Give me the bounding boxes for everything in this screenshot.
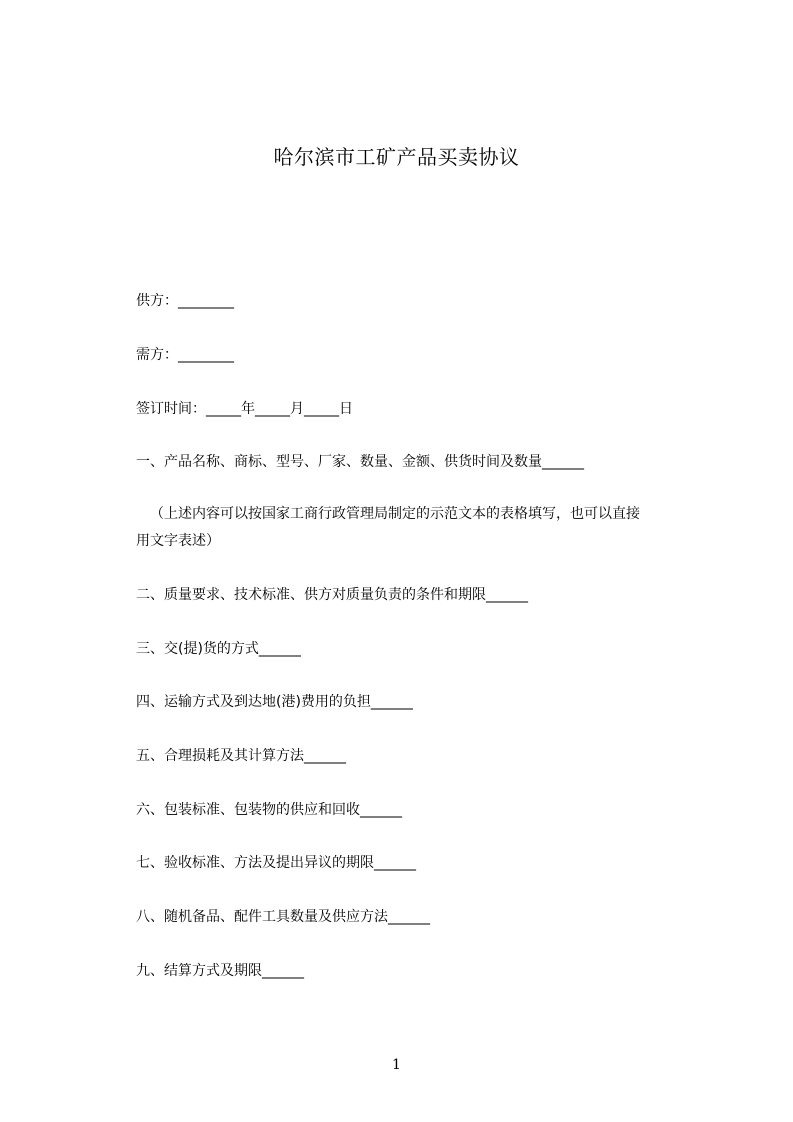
page-number: 1 [392,1057,401,1073]
clause-6: 六、包装标准、包装物的供应和回收______ [136,802,402,818]
clause-5: 五、合理损耗及其计算方法______ [136,748,346,764]
clause-7: 七、验收标准、方法及提出异议的期限______ [136,855,416,871]
clause-1: 一、产品名称、商标、型号、厂家、数量、金额、供货时间及数量______ [136,454,584,470]
note-line-1: （上述内容可以按国家工商行政管理局制定的示范文本的表格填写，也可以直接 [150,506,640,522]
supplier-line: 供方：________ [136,293,234,309]
clause-4: 四、运输方式及到达地(港)费用的负担______ [136,694,413,710]
clause-8: 八、随机备品、配件工具数量及供应方法______ [136,909,430,925]
document-title: 哈尔滨市工矿产品买卖协议 [273,145,520,169]
clause-3: 三、交(提)货的方式______ [136,641,301,657]
note-line-2: 用文字表述） [136,533,220,549]
clause-9: 九、结算方式及期限______ [136,963,304,979]
clause-2: 二、质量要求、技术标准、供方对质量负责的条件和期限______ [136,587,528,603]
sign-date-line: 签订时间：_____年_____月_____日 [136,401,353,417]
buyer-line: 需方：________ [136,347,234,363]
